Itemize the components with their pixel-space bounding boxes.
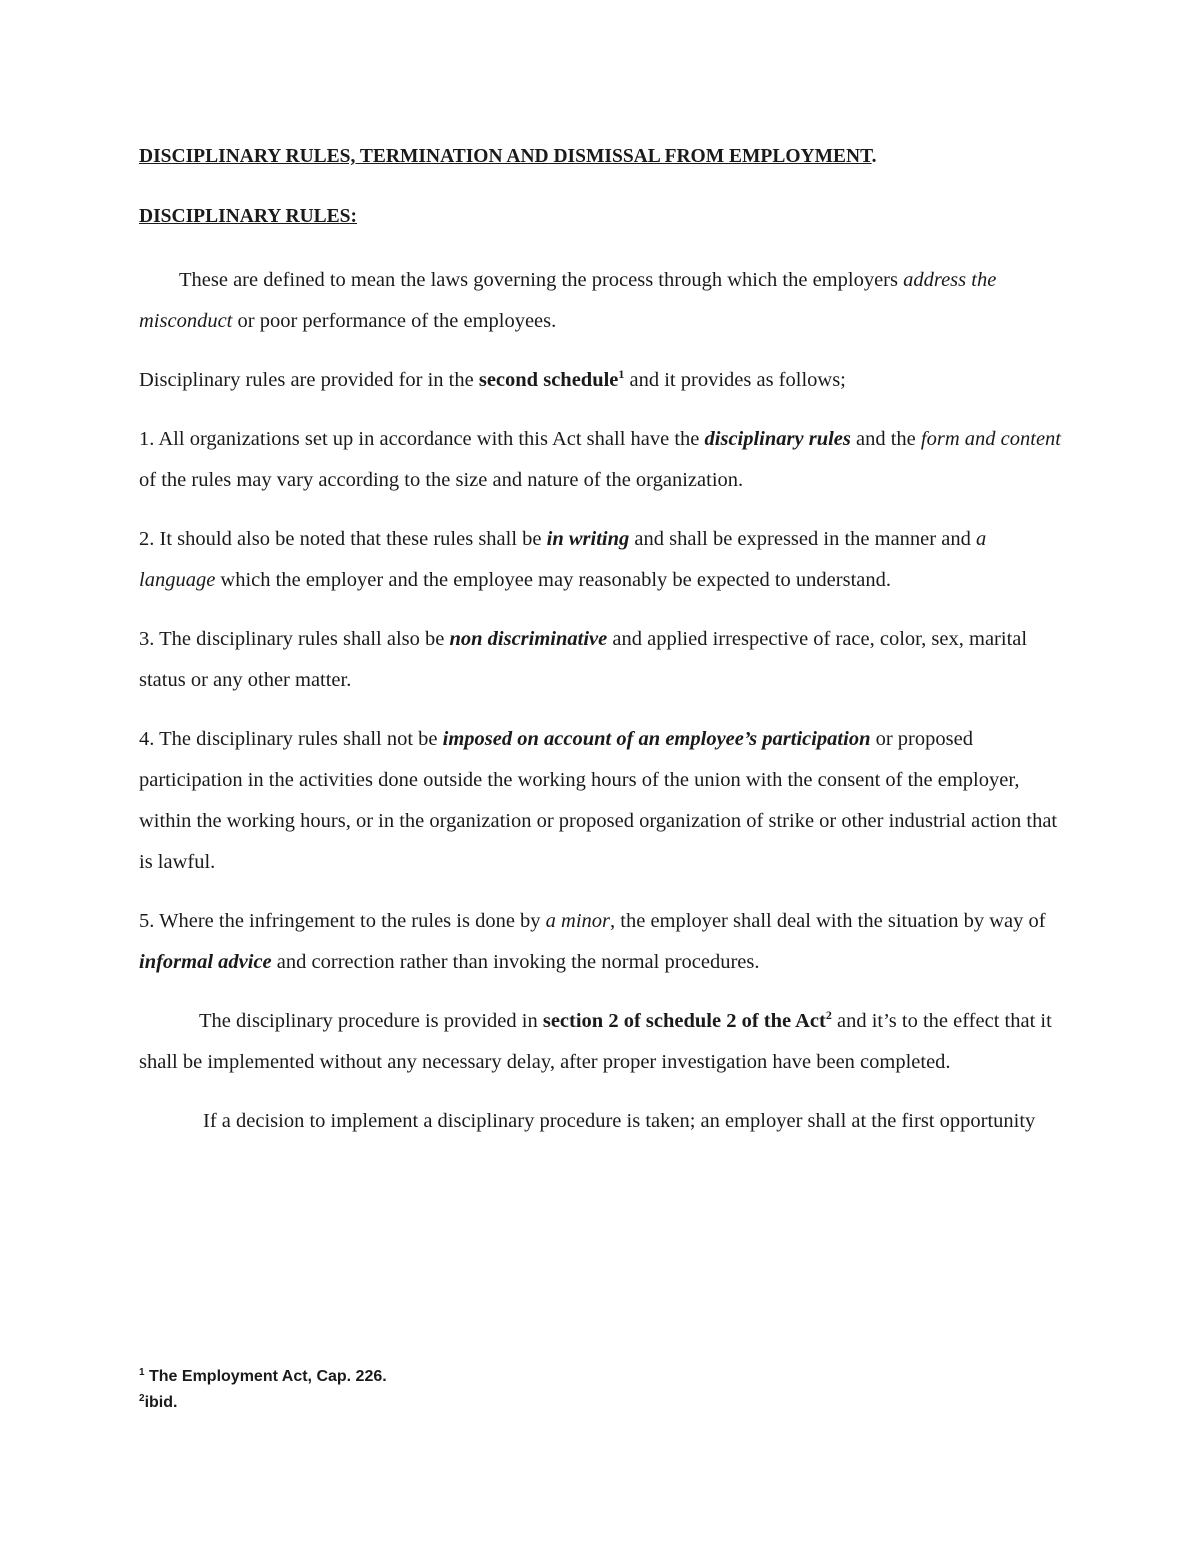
text-run: 2. It should also be noted that these rules shall be — [139, 528, 547, 550]
text-run: 4. The disciplinary rules shall not be — [139, 728, 443, 750]
footnote-text: ibid. — [144, 1394, 178, 1411]
document-title-text: DISCIPLINARY RULES, TERMINATION AND DISMISSAL FROM EMPLOYMENT — [139, 146, 872, 167]
text-run: 5. Where the infringement to the rules is done by — [139, 910, 546, 932]
strong-emphasis-run: in writing — [546, 528, 630, 550]
text-run: 3. The disciplinary rules shall also be — [139, 628, 450, 650]
text-run: which the employer and the employee may reasonably be expected to understand. — [215, 569, 891, 591]
text-run: , the employer shall deal with the situation by way of — [610, 910, 1046, 932]
paragraph-procedure — [139, 1001, 1064, 1083]
document-body — [139, 140, 1064, 1160]
emphasis-run: address the misconduct — [139, 269, 997, 332]
text-run: or proposed participation in the activities done outside the working hours of the union with the consent of the employer, within the working hours, or in the organization or proposed organization of strike or other industrial action that is lawful. — [139, 728, 1058, 873]
text-run: and the — [850, 428, 921, 450]
paragraph-schedule — [139, 360, 1064, 401]
strong-run: second schedule — [478, 369, 619, 391]
strong-emphasis-run: non discriminative — [449, 628, 608, 650]
footnotes — [139, 1364, 739, 1416]
text-run: and it provides as follows; — [624, 369, 846, 391]
document-title — [139, 140, 1064, 174]
paragraph-decision — [139, 1101, 1064, 1142]
emphasis-run: a minor — [545, 910, 611, 932]
paragraph-rule-3 — [139, 619, 1064, 701]
text-run: and correction rather than invoking the normal procedures. — [271, 951, 760, 973]
footnote-mark: 1 — [139, 1367, 145, 1378]
text-run: Disciplinary rules are provided for in the — [139, 369, 479, 391]
strong-emphasis-run: informal advice — [139, 951, 272, 973]
paragraph-rule-1 — [139, 419, 1064, 501]
footnote-ref-2: 2 — [825, 1008, 832, 1022]
text-run: These are defined to mean the laws governing the process through which the employers — [179, 269, 904, 291]
text-run: 1. All organizations set up in accordance with this Act shall have the — [139, 428, 705, 450]
footnote-2 — [139, 1390, 739, 1416]
text-run: If a decision to implement a disciplinary procedure is taken; an employer shall at the first opportunity — [203, 1110, 1036, 1132]
footnote-text: The Employment Act, Cap. 226. — [144, 1368, 387, 1385]
text-run: The disciplinary procedure is provided in — [199, 1010, 543, 1032]
paragraph-rule-5 — [139, 901, 1064, 983]
paragraph-rule-4 — [139, 719, 1064, 883]
footnote-mark: 2 — [139, 1393, 145, 1404]
document-title-period: . — [871, 146, 877, 167]
footnote-1 — [139, 1364, 739, 1390]
text-run: and shall be expressed in the manner and — [629, 528, 976, 550]
emphasis-run: form and content — [920, 428, 1061, 450]
text-run: and applied irrespective of race, color, sex, marital status or any other matter. — [139, 628, 1028, 691]
paragraph-definition — [139, 260, 1064, 342]
footnote-ref-1: 1 — [618, 367, 625, 381]
emphasis-run: a language — [139, 528, 987, 591]
text-run: or poor performance of the employees. — [232, 310, 557, 332]
text-run: of the rules may vary according to the size and nature of the organization. — [139, 469, 744, 491]
text-run: and it’s to the effect that it shall be implemented without any necessary delay, after proper investigation have been completed. — [139, 1010, 1052, 1073]
strong-run: section 2 of schedule 2 of the Act — [542, 1010, 826, 1032]
paragraph-rule-2 — [139, 519, 1064, 601]
strong-emphasis-run: imposed on account of an employee’s participation — [442, 728, 871, 750]
section-heading: DISCIPLINARY RULES: — [139, 206, 358, 227]
strong-emphasis-run: disciplinary rules — [704, 428, 851, 450]
